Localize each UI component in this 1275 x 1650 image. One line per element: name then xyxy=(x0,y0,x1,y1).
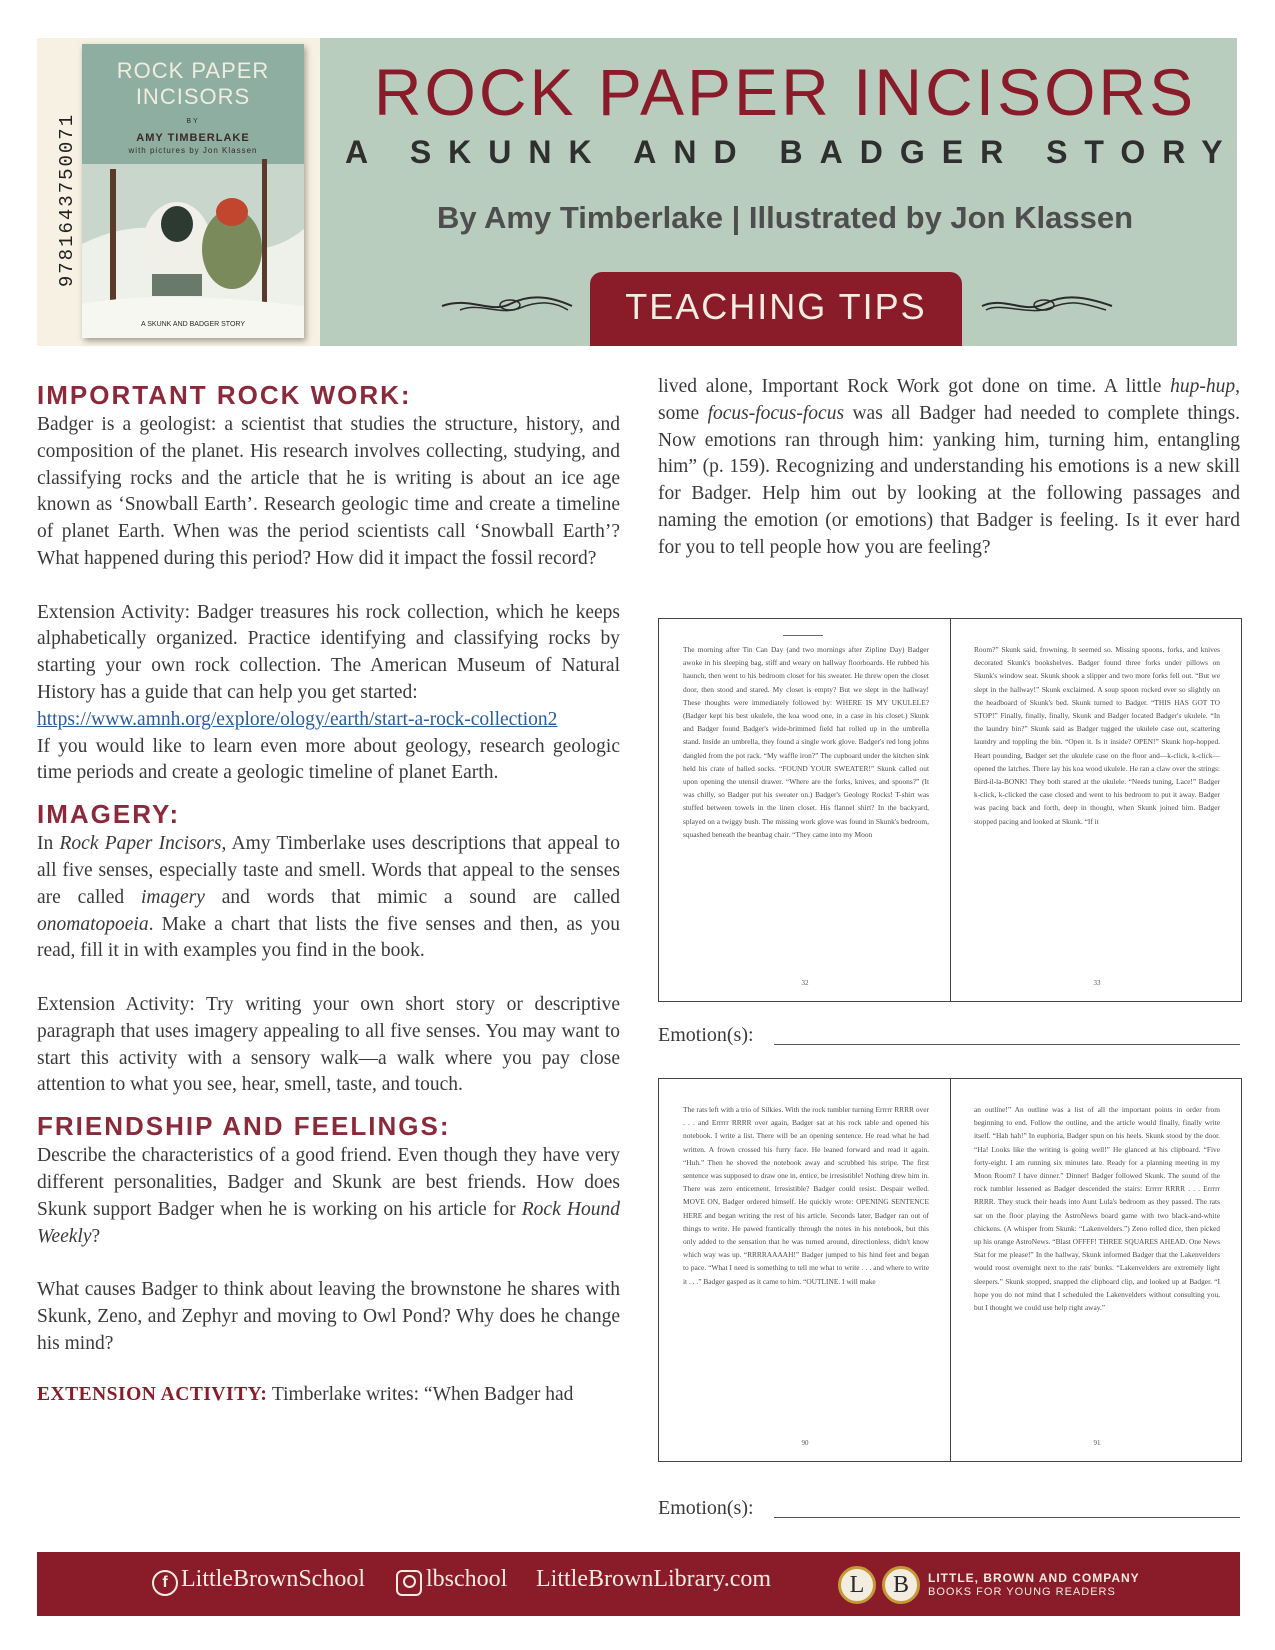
chapter-rule xyxy=(783,635,823,636)
rock-work-paragraph: Badger is a geologist: a scientist that studies the structure, history, and composition of the planet. His research involves collecting, studying, and classifying rocks and the article that he is writing is about an ice age known as ‘Snowball Earth’. Research geologic time and create a timeline of planet Earth. When was the period scientists call ‘Snowball Earth’? What happened during this period? How did it impact the fossil record? xyxy=(37,414,620,569)
publisher-name: LITTLE, BROWN AND COMPANY xyxy=(928,1571,1140,1585)
imagery-text-b: , Amy Timberlake uses descriptions that appeal to all five senses, especially taste and smell. Words that appeal to the senses are called xyxy=(37,833,620,908)
facebook-link[interactable]: LittleBrownSchool xyxy=(181,1566,365,1592)
publisher-logo-b: B xyxy=(882,1566,920,1604)
imagery-text-d: . Make a chart that lists the five senses and then, as you read, fill it in with examples you find in the book. xyxy=(37,913,620,962)
byline: By Amy Timberlake | Illustrated by Jon Klassen xyxy=(436,200,1134,235)
flourish-right-icon xyxy=(980,292,1114,318)
emotion-label-1: Emotion(s): xyxy=(658,1024,754,1046)
onomatopoeia-term: onomatopoeia xyxy=(37,913,149,935)
book2-left-page-number: 90 xyxy=(801,1439,809,1447)
cover-title-line1: ROCK PAPER xyxy=(116,58,270,83)
imagery-text-a: In xyxy=(37,833,60,855)
instagram-link[interactable]: lbschool xyxy=(426,1566,508,1592)
website-link[interactable]: LittleBrownLibrary.com xyxy=(536,1566,772,1592)
cover-series: A SKUNK AND BADGER STORY xyxy=(141,321,245,328)
section-heading-rock-work: IMPORTANT ROCK WORK: xyxy=(37,380,412,410)
cover-by: BY xyxy=(186,118,200,125)
left-column xyxy=(37,378,620,1408)
book-spread-2 xyxy=(658,1078,1242,1462)
page-title: ROCK PAPER INCISORS xyxy=(373,55,1197,129)
spine-divider xyxy=(950,619,951,1001)
friendship-question: What causes Badger to think about leaving the brownstone he shares with Skunk, Zeno, and Zephyr and moving to Owl Pond? Why does he change his mind? xyxy=(37,1279,620,1354)
emotion-answer-line-2[interactable] xyxy=(774,1517,1240,1518)
extension-label: EXTENSION ACTIVITY: xyxy=(37,1383,268,1405)
extension-text: Timberlake writes: “When Badger had xyxy=(267,1383,574,1405)
imagery-text-c: and words that mimic a sound are called xyxy=(204,886,621,908)
focus-focus: focus-focus-focus xyxy=(707,402,845,424)
page-subtitle: A SKUNK AND BADGER STORY xyxy=(345,134,1240,170)
book1-left-page-number: 32 xyxy=(801,979,809,987)
imagery-term: imagery xyxy=(141,886,205,908)
imagery-paragraph xyxy=(37,831,620,965)
cover-illustrator: with pictures by Jon Klassen xyxy=(128,146,258,155)
book2-right-page-text: an outline!” An outline was a list of all the important points in order from beginning to end. Follow the outline, and the article would finally, finally write itself. “Hah hah!” In euphoria, Badger spun on his heels. Skunk stood by the door. “Ha! Looks like the writing is going well!” He glanced at his clipboard. “Five forty-eight. I am running six minutes late. Ready for a planning meeting in my Moon Room? I have dinner.” Dinner! Badger followed Skunk. The sound of the rock tumbler lessened as Badger descended the stairs: Errrrr RRRR . . . Errrrr RRRR. They stuck their heads into Aunt Lula's bedroom as they passed. The rats sat on the floor playing the AstroNews board game with two black-and-white chickens. (A whisper from Skunk: “Lakenvelders.”) Zeno rolled dice, then picked up his orange AstroNews. “Blast OFFFF! THREE SQUARES AHEAD. One News Stat for me please!” In the hallway, Skunk informed Badger that the Lakenvelders would roost overnight next to the rats' bunks. “Lakenvelders are extremely light sleepers.” Skunk stopped, snapped the clipboard clip, and looked up at Badger. “I hope you do not mind that I scheduled the Lakenvelders without consulting you, but I thought we could use help right away.” xyxy=(974,1105,1220,1313)
rock-work-more: If you would like to learn even more about geology, research geologic time periods and create a geologic timeline of planet Earth. xyxy=(37,735,620,784)
cover-title-line2: INCISORS xyxy=(135,84,251,109)
book1-left-page-text: The morning after Tin Can Day (and two mornings after Zipline Day) Badger awoke in his sleeping bag, stiff and weary on hallway floorboards. He rubbed his haunch, then went to his bedroom closet for his sweater. He threw open the closet door, then stood and stared. My closet is empty? But we slept in the hallway! These thoughts were immediately followed by: WHERE IS MY UKULELE? (Badger kept his best ukulele, the koa wood one, in a case in his closet.) Skunk and Badger found Badger's wide-brimmed field hat rolled up in the umbrella stand. Inside an umbrella, they found a single work glove. Badger's red long johns dangled from the pot rack. “My waffle iron?” The cupboard under the kitchen sink held his crate of balled socks. “FOUND YOUR SWEATER!” Skunk called out upon opening the utensil drawer. “Where are the forks, knives, and spoons?” (It was chilly, so Badger put his sweater on.) Badger's Geology Rocks! T-shirt was stuffed between towels in the linen closet. His flannel shirt? In the backyard, splayed on a twiggy bush. The missing work glove was found in Skunk's bedroom, squashed beneath the beanbag chair. “They came into my Moon xyxy=(683,645,929,839)
cover-title xyxy=(82,58,304,110)
magazine-title: Rock Hound Weekly xyxy=(37,1198,620,1247)
amnh-link[interactable]: https://www.amnh.org/explore/ology/earth/start-a-rock-collection2 xyxy=(37,708,558,730)
right-column xyxy=(658,374,1240,562)
emotions-text-a: lived alone, Important Rock Work got done on time. A little xyxy=(658,376,1171,397)
imagery-book-title: Rock Paper Incisors xyxy=(59,833,222,855)
facebook-icon: f xyxy=(152,1570,178,1596)
book2-left-page-text: The rats left with a trio of Silkies. With the rock tumbler turning Errrrr RRRR over . . . and Errrrr RRRR over again, Badger sat at his rock table and opened his notebook. I write a list. There will be an opening sentence. He read what he had written. A frown crossed his furry face. He leaned forward and read it again. “Huh.” Then he shoved the notebook away and scrubbed his stripe. The first sentence was supposed to draw one in, entice, be irresistible! Nothing drew him in. There was zero enticement. Irresistible? Badger could resist. Despair welled. MOVE ON, Badger ordered himself. He quickly wrote: OPENING SENTENCE HERE and began writing the rest of his article. Seconds later, Badger ran out of things to write. He pawed frantically through the notes in his notebook, but this only added to the sensation that he was turned around, directionless, didn't know which way was up. “RRRRAAAAH!” Badger jumped to his hind feet and began to pace. “What I need is something to tell me what to write . . . and where to write it . . .” Badger gasped as it came to him. “OUTLINE. I will make xyxy=(683,1105,929,1286)
publisher-logo-l: L xyxy=(838,1566,876,1604)
book1-right-page-text: Room?” Skunk said, frowning. It seemed so. Missing spoons, forks, and knives decorated Skunk's bookshelves. Badger found three forks under pillows on Skunk's window seat. Skunk shook a slipper and two more forks fell out. “But we slept in the hallway!” Skunk exclaimed. A soup spoon rocked ever so slightly on the headboard of Skunk's bed. Skunk turned to Badger. “THIS HAS GOT TO STOP!” Finally, finally, finally, Skunk and Badger located Badger's ukulele. “In the laundry bin?” Skunk said as Badger tugged the ukulele case out, scattering laundry and toppling the bin. “Open it. Is it inside? OPEN!” Skunk hop-hopped. Heart pounding, Badger set the ukulele case on the floor and—k-click, k-click—opened the latches. There lay his koa wood ukulele. He ran a claw over the strings: Bird-il-la-BONK! They both stared at the ukulele. “Needs tuning, Lace!” Badger k-click, k-clicked the case closed and went to his bedroom to put it away. Badger was pacing back and forth, deep in thought, when Skunk joined him. Badger stopped pacing and looked at Skunk. “If it xyxy=(974,645,1220,826)
friendship-text-a: Describe the characteristics of a good friend. Even though they have very different personalities, Badger and Skunk are best friends. How does Skunk support Badger when he is working on his article for xyxy=(37,1145,620,1220)
cover-author: AMY TIMBERLAKE xyxy=(136,132,250,144)
book-spread-1 xyxy=(658,618,1242,1002)
section-heading-friendship: FRIENDSHIP AND FEELINGS: xyxy=(37,1111,451,1142)
book-cover xyxy=(82,44,304,338)
emotions-text-c: was all Badger had needed to complete things. Now emotions ran through him: yanking him, turning him, entangling him” (p. 159). Recognizing and understanding his emotions is a new skill for Badger. Help him out by looking at the following passages and naming the emotion (or emotions) that Badger is feeling. Is it ever hard for you to tell people how you are feeling? xyxy=(658,402,1240,558)
flourish-left-icon xyxy=(440,292,574,318)
book2-right-page-number: 91 xyxy=(1093,1439,1101,1447)
spine-divider xyxy=(950,1079,951,1461)
hup-hup: hup-hup xyxy=(1170,376,1236,397)
book1-right-page-number: 33 xyxy=(1093,979,1101,987)
isbn: 9781643750071 xyxy=(56,112,78,288)
emotions-intro xyxy=(658,374,1240,562)
emotion-answer-line-1[interactable] xyxy=(774,1044,1240,1045)
emotions-text-b: , some xyxy=(658,376,1240,424)
publisher-imprint: BOOKS FOR YOUNG READERS xyxy=(928,1586,1116,1598)
emotion-label-2: Emotion(s): xyxy=(658,1497,754,1519)
extension-activity xyxy=(37,1382,620,1409)
friendship-text-b: ? xyxy=(91,1225,101,1247)
rock-work-extension: Extension Activity: Badger treasures his rock collection, which he keeps alphabetically organized. Practice identifying and classifying rocks by starting your own rock collection. The American Museum of Natural History has a guide that can help you get started: xyxy=(37,601,620,703)
section-heading-imagery: IMAGERY: xyxy=(37,799,181,830)
friendship-paragraph xyxy=(37,1143,620,1250)
teaching-tips-tab: TEACHING TIPS xyxy=(590,272,962,346)
instagram-icon xyxy=(396,1570,422,1596)
imagery-extension: Extension Activity: Try writing your own short story or descriptive paragraph that uses imagery appealing to all five senses. You may want to start this activity with a sensory walk—a walk where you pay close attention to what you see, hear, smell, taste, and touch. xyxy=(37,993,620,1096)
